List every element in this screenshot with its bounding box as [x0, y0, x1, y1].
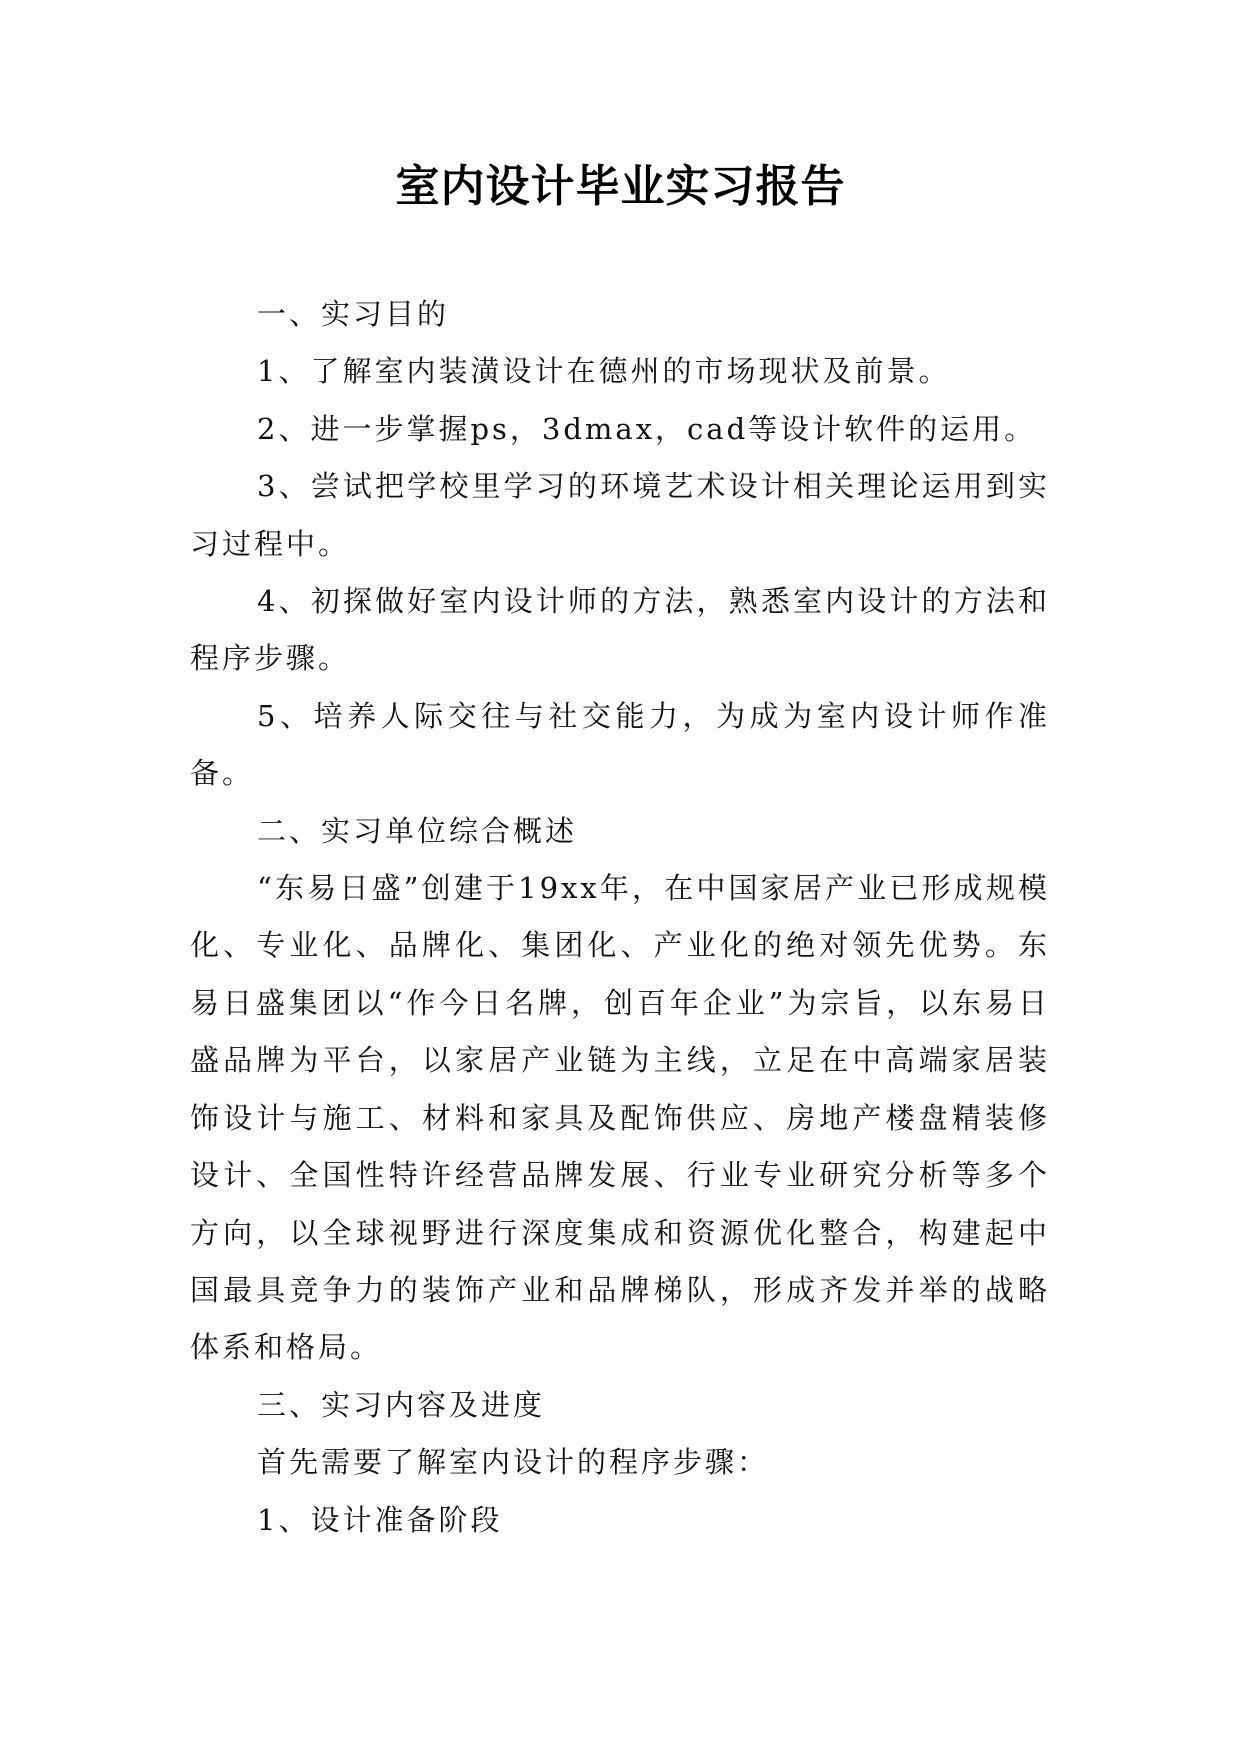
paragraph-item-2: 2、进一步掌握ps，3dmax，cad等设计软件的运用。: [257, 411, 1037, 446]
section-heading-purpose: 一、实习目的: [257, 297, 450, 331]
paragraph-item-3: 3、尝试把学校里学习的环境艺术设计相关理论运用到实习过程中。: [190, 469, 1050, 561]
paragraph-step-1: 1、设计准备阶段: [257, 1502, 503, 1537]
section-heading-company: 二、实习单位综合概述: [257, 813, 578, 848]
section-heading-content: 三、实习内容及进度: [257, 1387, 546, 1422]
paragraph-intro: 首先需要了解室内设计的程序步骤：: [257, 1445, 770, 1480]
paragraph-item-1: 1、了解室内装潢设计在德州的市场现状及前景。: [257, 354, 951, 389]
document-body: [190, 286, 1050, 1549]
document-title: 室内设计毕业实习报告: [395, 161, 846, 212]
paragraph-company-overview: “东易日盛”创建于19xx年，在中国家居产业已形成规模化、专业化、品牌化、集团化、产业化的绝对领先优势。东易日盛集团以“作今日名牌，创百年企业”为宗旨，以东易日盛品牌为平台，以家居产业链为主线，立足在中高端家居装饰设计与施工、材料和家具及配饰供应、房地产楼盘精装修设计、全国性特许经营品牌发展、行业专业研究分析等多个方向，以全球视野进行深度集成和资源优化整合，构建起中国最具竞争力的装饰产业和品牌梯队，形成齐发并举的战略体系和格局。: [190, 871, 1050, 1365]
paragraph-item-5: 5、培养人际交往与社交能力，为成为室内设计师作准备。: [190, 698, 1050, 791]
paragraph-item-4: 4、初探做好室内设计师的方法，熟悉室内设计的方法和程序步骤。: [190, 584, 1050, 676]
